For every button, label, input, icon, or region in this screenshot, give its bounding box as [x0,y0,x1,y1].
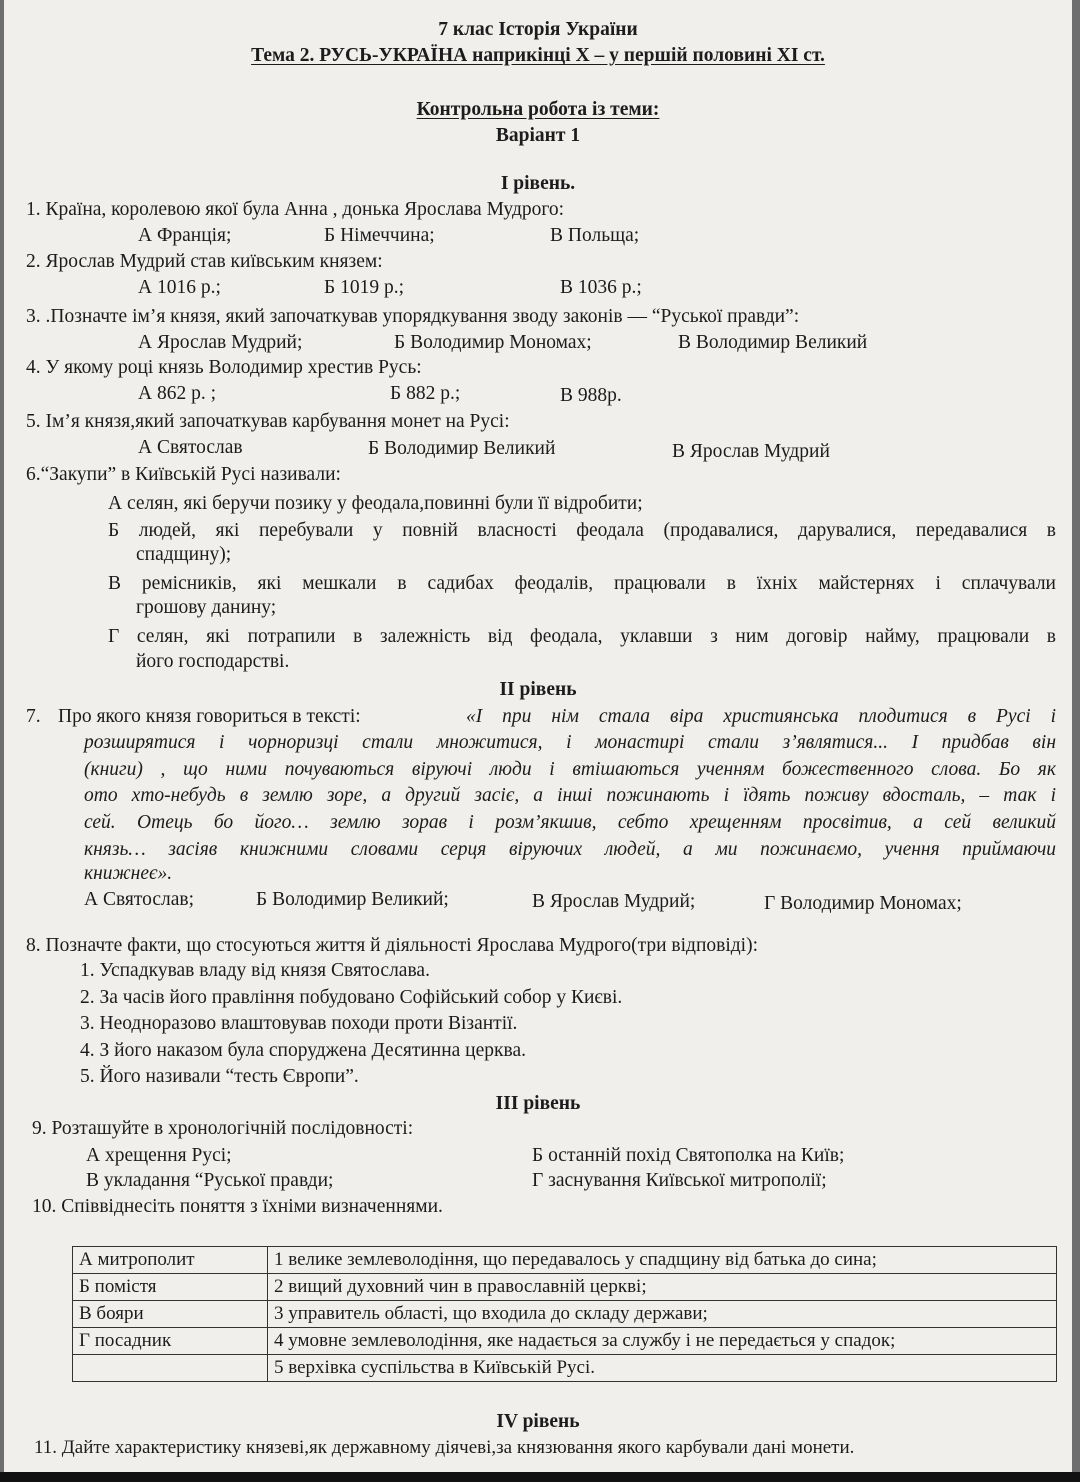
q7-quote-line6: князь… засіяв книжними словами серця віруючих людей, а ми пожинаємо, учення приймаючи [84,839,1056,860]
term-cell: Г посадник [73,1328,268,1355]
question-2: 2. Ярослав Мудрий став київським князем: [26,251,383,272]
table-row [73,1355,1057,1382]
level-4-heading: IV рівень [496,1411,580,1432]
q5-option-b: Б Володимир Великий [368,438,556,459]
question-7-lead: Про якого князя говориться в тексті: [58,706,361,727]
table-row [73,1274,1057,1301]
q6-option-b-line1: Б людей, які перебували у повній власності феодала (продавалися, дарувалися, передавалися в [108,520,1056,541]
subject-line: 7 клас Історія України [438,19,638,40]
q6-option-d-line2: його господарстві. [136,651,290,672]
bottom-edge [0,1472,1080,1482]
question-6: 6.“Закупи” в Київській Русі називали: [26,464,341,485]
definition-cell: 4 умовне землеволодіння, яке надається за службу і не передається у спадок; [268,1328,1057,1355]
q7-quote-line3: (книги) , що ними почуваються віруючі люди і втішаються ученням божественного слова. Бо як [84,759,1056,780]
q2-option-c: В 1036 р.; [560,277,642,298]
q1-option-c: В Польща; [550,225,640,246]
q7-option-c: В Ярослав Мудрий; [532,891,696,912]
level-1-heading: І рівень. [500,173,576,194]
table-row [73,1328,1057,1355]
question-3: 3. .Позначте ім’я князя, який започаткував упорядкування зводу законів — “Руської правди”: [26,306,800,327]
q8-item-3: 3. Неодноразово влаштовував походи проти Візантії. [80,1013,518,1034]
q6-option-c-line1: В ремісників, які мешкали в садибах феодалів, працювали в їхніх майстернях і сплачували [108,573,1056,594]
question-10: 10. Співвіднесіть поняття з їхніми визначеннями. [32,1196,443,1217]
q6-option-b-line2: спадщину); [136,544,232,565]
term-cell [73,1355,268,1382]
q7-quote-line4: ото хто-небудь в землю зоре, а другий засіє, а інші пожинають і їдять поживу вдосталь, – так і [84,785,1056,806]
worksheet-page [4,0,1072,1472]
q9-option-b: Б останній похід Святополка на Київ; [532,1145,845,1166]
q3-option-a: А Ярослав Мудрий; [138,332,303,353]
definition-cell: 5 верхівка суспільства в Київській Русі. [268,1355,1057,1382]
table-row [73,1301,1057,1328]
q9-option-c: В укладання “Руської правди; [86,1170,334,1191]
question-8: 8. Позначте факти, що стосуються життя й діяльності Ярослава Мудрого(три відповіді): [26,935,759,956]
q1-option-b: Б Німеччина; [324,225,435,246]
q7-option-b: Б Володимир Великий; [256,889,449,910]
q7-quote-line7: книжнеє». [84,863,173,884]
question-7-number: 7. [26,706,41,727]
definition-cell: 2 вищий духовний чин в православній церкві; [268,1274,1057,1301]
question-1: 1. Країна, королевою якої була Анна , донька Ярослава Мудрого: [26,199,565,220]
q7-option-d: Г Володимир Мономах; [764,893,962,914]
q3-option-c: В Володимир Великий [678,332,868,353]
q7-option-a: А Святослав; [84,889,195,910]
q7-quote-line5: сей. Отець бо його… землю зорав і розм’якшив, себто хрещенням просвітив, а сей великий [84,812,1056,833]
question-4: 4. У якому році князь Володимир хрестив Русь: [26,357,422,378]
test-title: Контрольна робота із теми: [416,99,660,120]
q2-option-a: А 1016 р.; [138,277,221,298]
q5-option-c: В Ярослав Мудрий [672,441,830,462]
q9-option-d: Г заснування Київської митрополії; [532,1170,827,1191]
term-cell: Б помістя [73,1274,268,1301]
matching-table [72,1246,1057,1382]
q5-option-a: А Святослав [138,437,243,458]
question-9: 9. Розташуйте в хронологічній послідовності: [32,1118,414,1139]
q4-option-c: В 988р. [560,385,622,406]
question-5: 5. Ім’я князя,який започаткував карбування монет на Русі: [26,411,510,432]
topic-title: Тема 2. РУСЬ-УКРАЇНА наприкінці Х – у першій половині ХІ ст. [251,45,825,66]
question-11: 11. Дайте характеристику князеві,як державному діячеві,за князювання якого карбували дані монети. [34,1437,855,1458]
q2-option-b: Б 1019 р.; [324,277,404,298]
definition-cell: 3 управитель області, що входила до складу держави; [268,1301,1057,1328]
term-cell: В бояри [73,1301,268,1328]
q6-option-d-line1: Г селян, які потрапили в залежність від феодала, уклавши з ним договір найму, працювали в [108,626,1056,647]
q8-item-4: 4. З його наказом була споруджена Десятинна церква. [80,1040,526,1061]
term-cell: А митрополит [73,1247,268,1274]
definition-cell: 1 велике землеволодіння, що передавалось у спадщину від батька до сина; [268,1247,1057,1274]
level-2-heading: ІІ рівень [499,679,577,700]
q9-option-a: А хрещення Русі; [86,1145,232,1166]
level-3-heading: ІІІ рівень [495,1093,581,1114]
q8-item-2: 2. За часів його правління побудовано Софійський собор у Києві. [80,987,623,1008]
variant-label: Варіант 1 [495,125,581,146]
q8-item-5: 5. Його називали “тесть Європи”. [80,1066,359,1087]
q8-item-1: 1. Успадкував владу від князя Святослава. [80,960,430,981]
q7-quote-line1: «І при нім стала віра християнська плодитися в Русі і [466,706,1056,727]
q6-option-a: А селян, які беручи позику у феодала,повинні були її відробити; [108,493,643,514]
q7-quote-line2: розширятися і чорноризці стали множитися, і монастирі стали з’являтися... І придбав він [84,732,1056,753]
q3-option-b: Б Володимир Мономах; [394,332,592,353]
q4-option-b: Б 882 р.; [390,383,461,404]
q4-option-a: А 862 р. ; [138,383,216,404]
q1-option-a: А Франція; [138,225,232,246]
q6-option-c-line2: грошову данину; [136,597,277,618]
table-row [73,1247,1057,1274]
